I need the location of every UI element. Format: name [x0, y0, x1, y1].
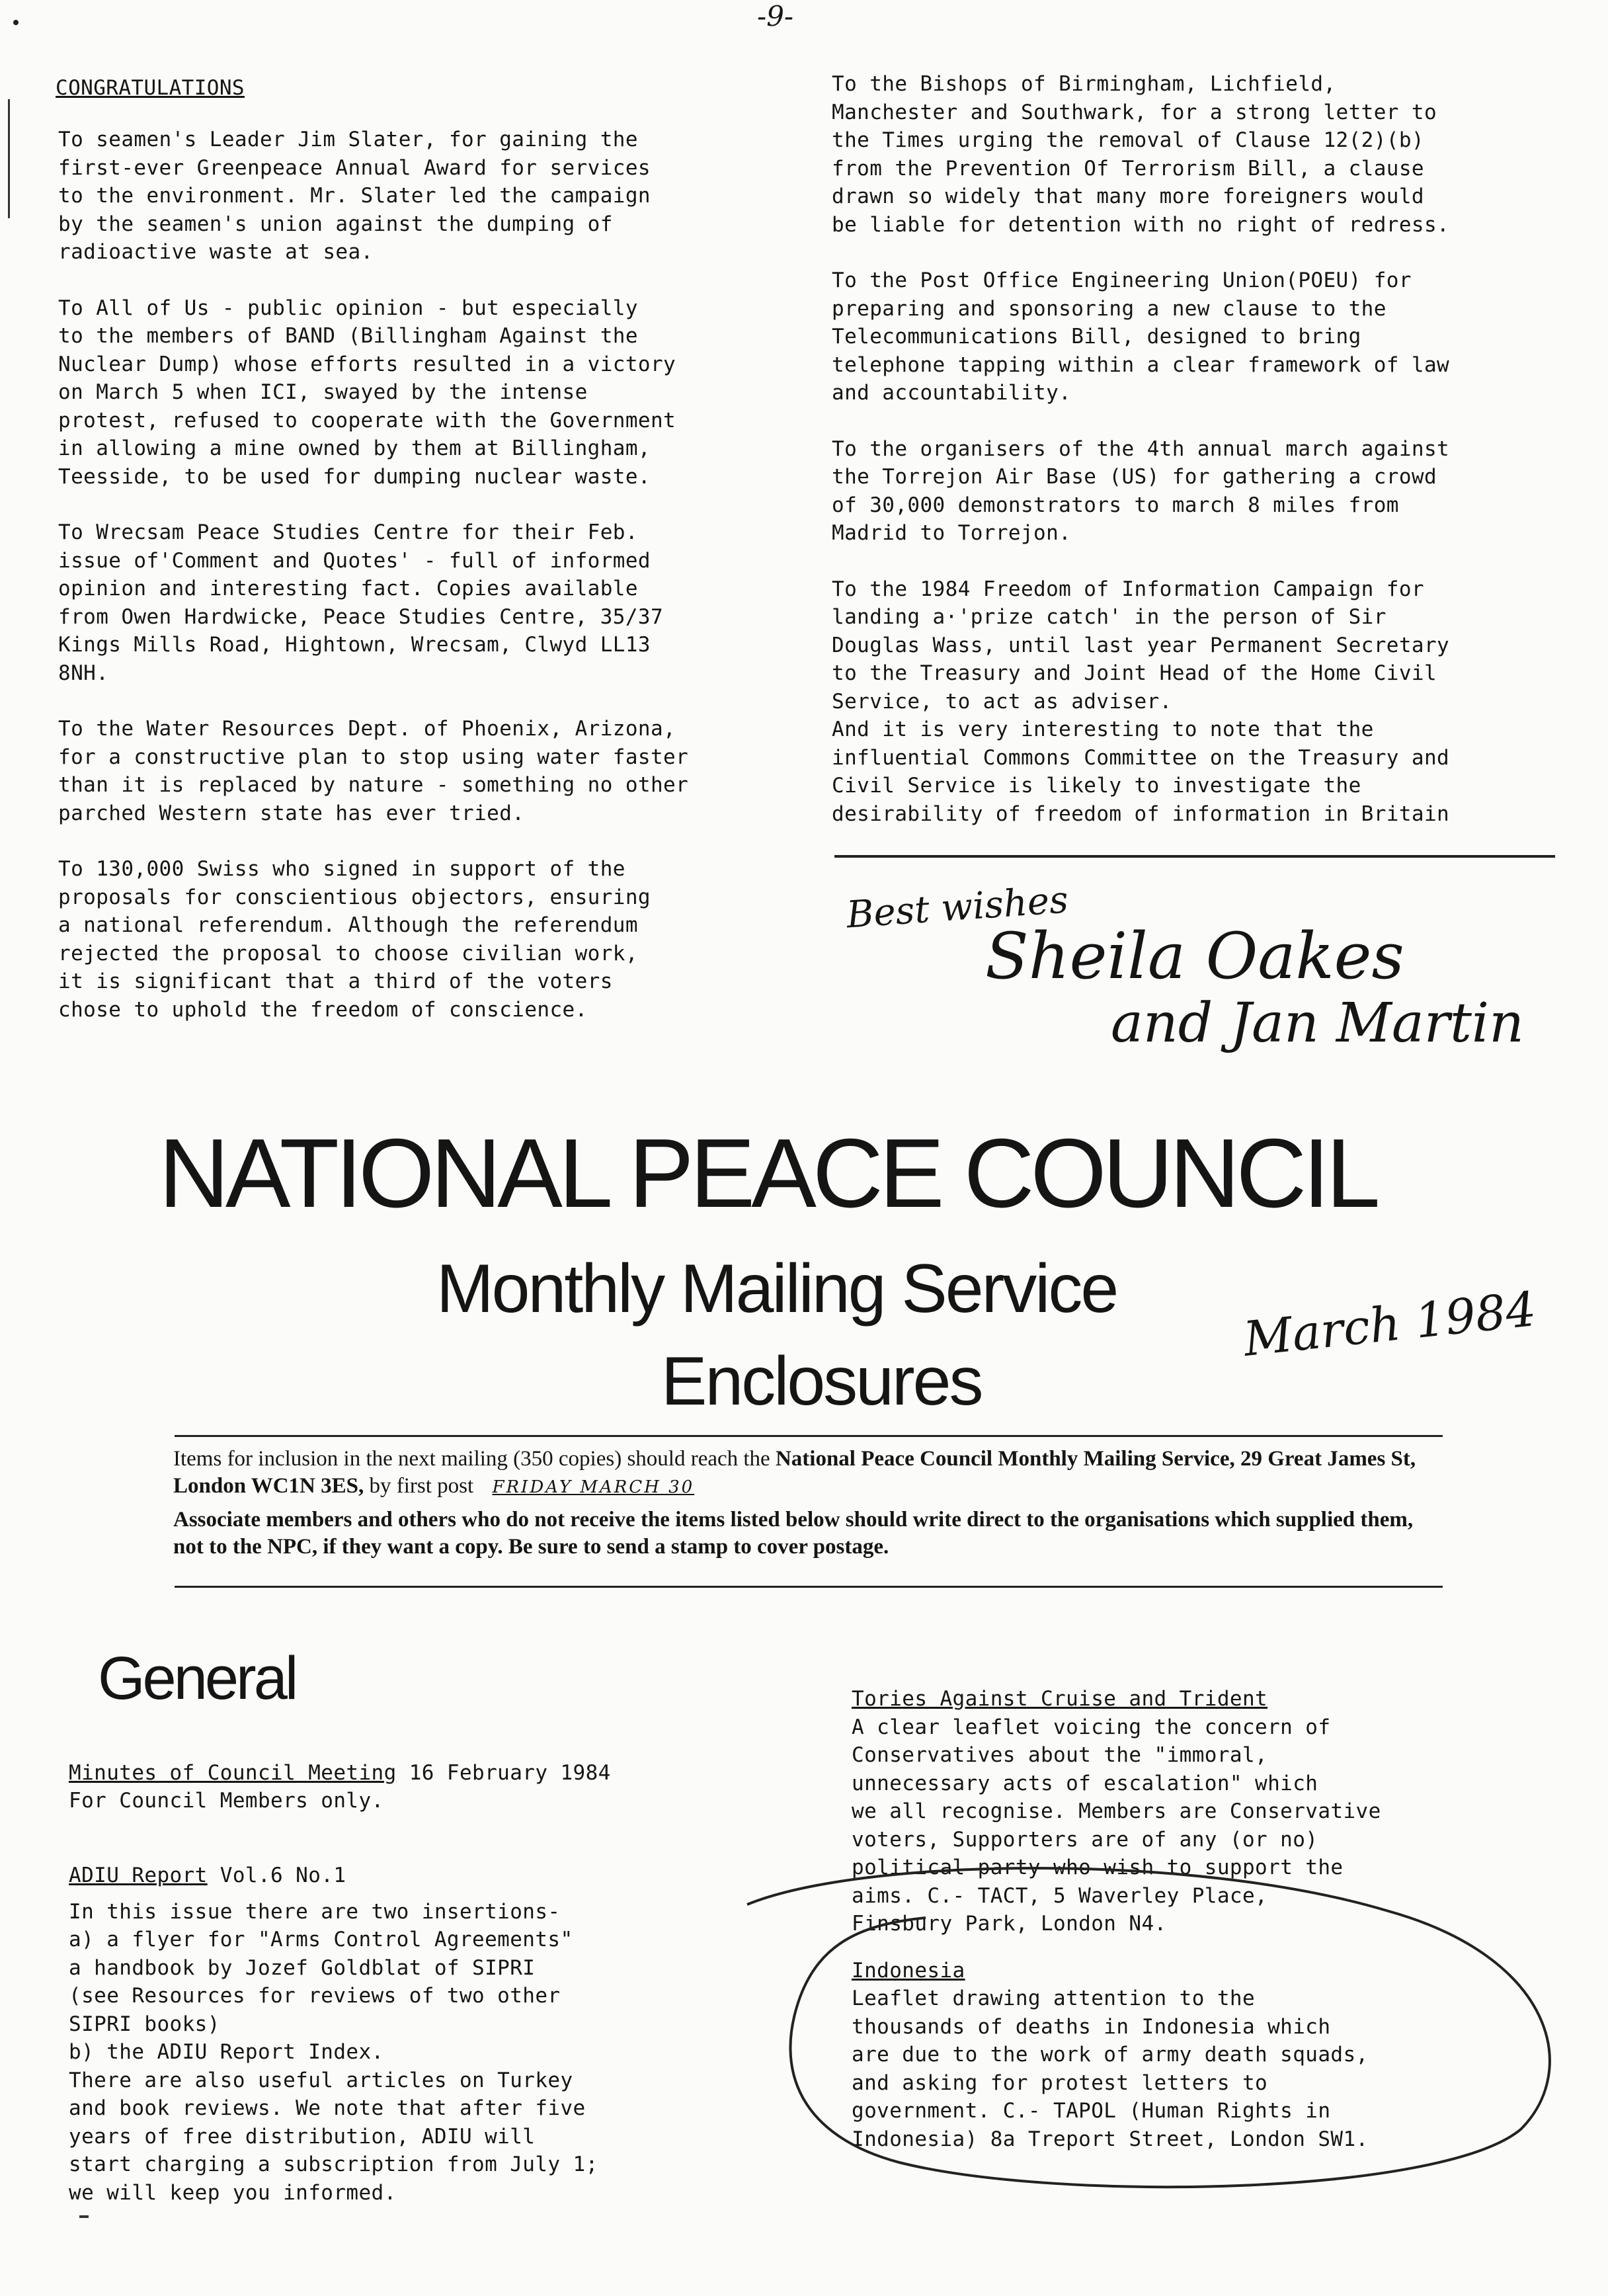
notice-text: Items for inclusion in the next mailing (350 copies) should reach the [173, 1447, 776, 1471]
deadline-handwritten: FRIDAY MARCH 30 [492, 1477, 695, 1497]
page-number: -9- [757, 0, 794, 32]
tact-body: A clear leaflet voicing the concern of Conservatives about the "immoral, unnecessary acts of escalation" which we all recognise. Members are Conservative voters, Supporters are of any (or no) political party who wish to support the aims. C.- TACT, 5 Waverley Place, Finsbury Park, London N4. [852, 1715, 1381, 1936]
minutes-date: 16 February 1984 [396, 1760, 611, 1785]
right-column [832, 70, 1592, 828]
hand-drawn-circle [727, 1852, 1587, 2195]
paragraph-poeu: To the Post Office Engineering Union(POEU) for preparing and sponsoring a new clause to the Telecommunications Bill, designed to bring telephone tapping within a clear framework of law and accountability. [832, 268, 1450, 405]
paragraph-slater: To seamen's Leader Jim Slater, for gaining the first-ever Greenpeace Annual Award for services to the environment. Mr. Slater led the campaign by the seamen's union against the dumping of radioactive waste at sea. [58, 128, 651, 264]
adiu-heading-line [69, 1834, 796, 1890]
masthead-title: NATIONAL PEACE COUNCIL [159, 1119, 1377, 1228]
notice-paragraph-2: Associate members and others who do not receive the items listed below should write direct to the organisations which supplied them, not to the NPC, if they want a copy. Be sure to send a stamp to cover postage. [173, 1508, 1414, 1559]
signature-line2: Sheila Oakes [985, 919, 1404, 993]
indonesia-body: Leaflet drawing attention to the thousands of deaths in Indonesia which are due to the work of army death squads, and asking for protest letters to government. C.- TAPOL (Human Rights in Indonesia) 8a Treport Street, London SW1. [852, 1987, 1369, 2151]
paragraph-wrecsam: To Wrecsam Peace Studies Centre for their Feb. issue of'Comment and Quotes' - full of informed opinion and interesting fact. Copies available from Owen Hardwicke, Peace Studies Centre, 35/37 Kings Mills Road, Hightown, Wrecsam, Clwyd LL13 8NH. [58, 520, 664, 685]
adiu-title: ADIU Report [69, 1864, 208, 1887]
general-heading: General [98, 1645, 296, 1712]
right-column-divider [834, 855, 1555, 858]
tact-title: Tories Against Cruise and Trident [852, 1687, 1268, 1711]
signature-line1: Best wishes [845, 878, 1070, 937]
margin-mark [13, 20, 19, 25]
signature-line3: and Jan Martin [1111, 992, 1524, 1055]
left-column [58, 126, 812, 1024]
minutes-heading-line [69, 1731, 796, 1787]
minutes-title: Minutes of Council Meeting [69, 1760, 397, 1785]
masthead-rule-bottom [175, 1586, 1443, 1588]
masthead-subtitle: Monthly Mailing Service [436, 1250, 1117, 1327]
paragraph-foi: To the 1984 Freedom of Information Campaign for landing a·'prize catch' in the person of Sir Douglas Wass, until last year Permanent Secretary to the Treasury and Joint Head of the Home Civil Service, to act as adviser. And it is very interesting to note that the influential Commons Committee on the Treasury and Civil Service is likely to investigate the desirability of freedom of information in Britain [832, 577, 1450, 826]
notice-block [173, 1446, 1443, 1561]
paragraph-band: To All of Us - public opinion - but especially to the members of BAND (Billingham Against the Nuclear Dump) whose efforts resulted in a victory on March 5 when ICI, swayed by the intense protest, refused to cooperate with the Government in allowing a mine owned by them at Billingham, Teesside, to be used for dumping nuclear waste. [58, 296, 676, 489]
masthead-subtitle2: Enclosures [661, 1343, 982, 1420]
corner-mark [79, 2215, 89, 2218]
indonesia-title: Indonesia [852, 1958, 965, 1983]
general-left [69, 1731, 796, 2207]
notice-address: National Peace Council Monthly Mailing Service, 29 Great James St, London WC1N 3ES, [173, 1447, 1416, 1498]
paragraph-swiss: To 130,000 Swiss who signed in support of the proposals for conscientious objectors, ensuring a national referendum. Although the referendum rejected the proposal to choose civilian work, it is significant that a third of the voters chose to uphold the freedom of conscience. [58, 857, 651, 1022]
margin-line [8, 99, 10, 218]
handwritten-date: March 1984 [1240, 1281, 1539, 1367]
paragraph-torrejon: To the organisers of the 4th annual march against the Torrejon Air Base (US) for gathering a crowd of 30,000 demonstrators to march 8 miles from Madrid to Torrejon. [832, 436, 1450, 545]
paragraph-bishops: To the Bishops of Birmingham, Lichfield, Manchester and Southwark, for a strong letter to the Times urging the removal of Clause 12(2)(b) from the Prevention Of Terrorism Bill, a clause drawn so widely that many more foreigners would be liable for detention with no right of redress. [832, 72, 1450, 237]
masthead-rule-top [175, 1435, 1443, 1437]
notice-by-first-post: by first post [364, 1474, 479, 1498]
minutes-body: For Council Members only. [69, 1789, 384, 1813]
adiu-volume: Vol.6 No.1 [207, 1864, 346, 1887]
paragraph-phoenix: To the Water Resources Dept. of Phoenix, Arizona, for a constructive plan to stop using water faster than it is replaced by nature - something no other parched Western state has ever tried. [58, 717, 689, 825]
notice-paragraph-1 [173, 1446, 1443, 1501]
adiu-body: In this issue there are two insertions- a) a flyer for "Arms Control Agreements" a handbook by Jozef Goldblat of SIPRI (see Resources for reviews of two other SIPRI books) b) the ADIU Report Index. There are also useful articles on Turkey and book reviews. We note that after five years of free distribution, ADIU will start charging a subscription from July 1; we will keep you informed. [69, 1899, 598, 2205]
congratulations-heading: CONGRATULATIONS [56, 76, 245, 100]
